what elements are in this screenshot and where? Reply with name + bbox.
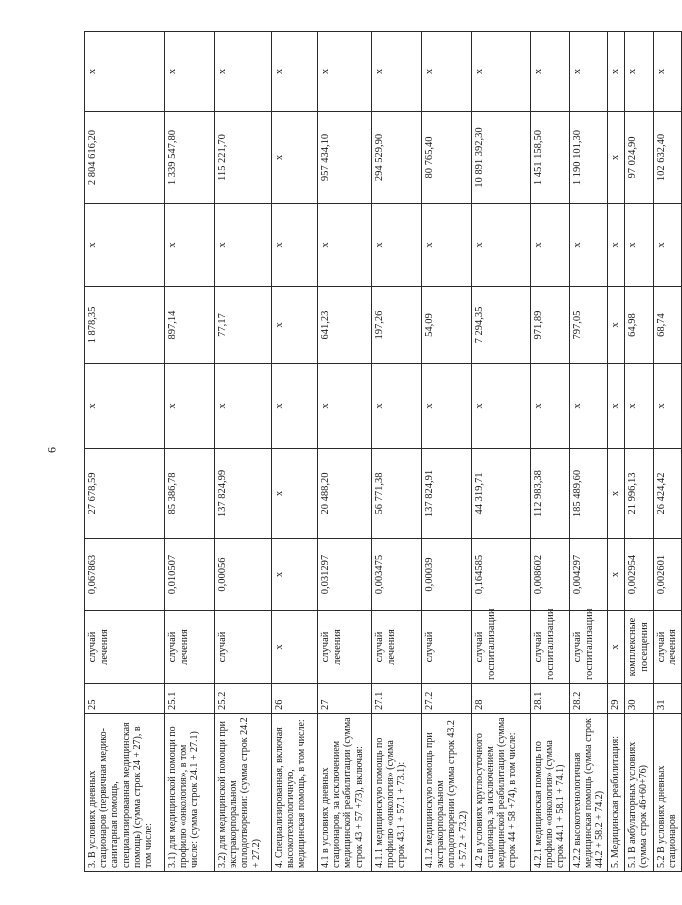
- column-6-cell: х: [85, 364, 165, 449]
- cost-cell: х: [608, 449, 625, 539]
- row-number-cell: 28: [471, 684, 530, 714]
- per-capita-cell: 797,05: [569, 287, 608, 364]
- row-number-cell: 27.1: [372, 684, 422, 714]
- column-8-cell: х: [530, 204, 569, 287]
- per-capita-cell: 54,09: [422, 287, 472, 364]
- volume-cell: 0,067863: [85, 539, 165, 611]
- table-row: [530, 32, 569, 872]
- unit-cell: случай госпитализации: [530, 611, 569, 684]
- row-number-cell: 27: [318, 684, 372, 714]
- row-number-cell: 25.1: [165, 684, 215, 714]
- column-6-cell: х: [165, 364, 215, 449]
- row-name-cell: 4.2.2 высокотехнологичная медицинская помощь (сумма строк 44.2 + 58.2 + 74.2): [569, 714, 608, 872]
- row-name-cell: 4.2 в условиях круглосуточного стационара, за исключением медицинской реабилитации (сумма строк 44 + 58 +74), в том числе:: [471, 714, 530, 872]
- row-name-cell: 3.1) для медицинской помощи по профилю «онкология», в том числе: (сумма строк 24.1 + 27.1): [165, 714, 215, 872]
- row-name-cell: 5. Медицинская реабилитация:: [608, 714, 625, 872]
- column-8-cell: х: [85, 204, 165, 287]
- table-row: [422, 32, 472, 872]
- cost-cell: 44 319,71: [471, 449, 530, 539]
- per-capita-cell: х: [272, 287, 318, 364]
- column-6-cell: х: [422, 364, 472, 449]
- column-8-cell: х: [165, 204, 215, 287]
- total-cell: 1 451 158,50: [530, 112, 569, 204]
- per-capita-cell: 641,23: [318, 287, 372, 364]
- table-row: [653, 32, 682, 872]
- cost-cell: 27 678,59: [85, 449, 165, 539]
- volume-cell: 0,002954: [625, 539, 654, 611]
- table-row: [471, 32, 530, 872]
- column-10-cell: х: [165, 32, 215, 112]
- unit-cell: случай лечения: [318, 611, 372, 684]
- table-row: [272, 32, 318, 872]
- table-row: [608, 32, 625, 872]
- column-8-cell: х: [608, 204, 625, 287]
- column-6-cell: х: [653, 364, 682, 449]
- unit-cell: х: [272, 611, 318, 684]
- volume-cell: 0,003475: [372, 539, 422, 611]
- column-8-cell: х: [318, 204, 372, 287]
- total-cell: х: [608, 112, 625, 204]
- column-6-cell: х: [625, 364, 654, 449]
- row-name-cell: 4.1 в условиях дневных стационаров, за исключением медицинской реабилитации (сумма строк 43 + 57 +73), включая:: [318, 714, 372, 872]
- per-capita-cell: 7 294,35: [471, 287, 530, 364]
- volume-cell: х: [272, 539, 318, 611]
- row-number-cell: 31: [653, 684, 682, 714]
- column-10-cell: х: [272, 32, 318, 112]
- total-cell: 1 339 547,80: [165, 112, 215, 204]
- table-row: [569, 32, 608, 872]
- total-cell: 10 891 392,30: [471, 112, 530, 204]
- total-cell: 1 190 101,30: [569, 112, 608, 204]
- column-8-cell: х: [653, 204, 682, 287]
- column-6-cell: х: [608, 364, 625, 449]
- unit-cell: случай лечения: [653, 611, 682, 684]
- unit-cell: случай лечения: [165, 611, 215, 684]
- total-cell: 294 529,90: [372, 112, 422, 204]
- column-10-cell: х: [372, 32, 422, 112]
- total-cell: 102 632,40: [653, 112, 682, 204]
- financing-table: [84, 31, 682, 872]
- column-6-cell: х: [318, 364, 372, 449]
- row-name-cell: 4. Специализированная, включая высокотехнологичную, медицинская помощь, в том числе:: [272, 714, 318, 872]
- per-capita-cell: 971,89: [530, 287, 569, 364]
- row-number-cell: 28.1: [530, 684, 569, 714]
- column-8-cell: х: [372, 204, 422, 287]
- page-number: 6: [44, 447, 59, 453]
- total-cell: 97 024,90: [625, 112, 654, 204]
- row-name-cell: 3.2) для медицинской помощи при экстракорпоральном оплодотворении: (сумма строк 24.2 + 27.2): [215, 714, 272, 872]
- column-8-cell: х: [569, 204, 608, 287]
- column-8-cell: х: [422, 204, 472, 287]
- row-number-cell: 27.2: [422, 684, 472, 714]
- column-10-cell: х: [85, 32, 165, 112]
- row-number-cell: 30: [625, 684, 654, 714]
- total-cell: 957 434,10: [318, 112, 372, 204]
- column-10-cell: х: [215, 32, 272, 112]
- row-number-cell: 28.2: [569, 684, 608, 714]
- per-capita-cell: 897,14: [165, 287, 215, 364]
- cost-cell: 137 824,99: [215, 449, 272, 539]
- row-name-cell: 4.1.2 медицинскую помощь при экстракорпоральном оплодотворении (сумма строк 43.2 + 57.2 + 73.2): [422, 714, 472, 872]
- row-name-cell: 5.1 В амбулаторных условиях (сумма строк 46+60+76): [625, 714, 654, 872]
- row-number-cell: 25.2: [215, 684, 272, 714]
- volume-cell: 0,031297: [318, 539, 372, 611]
- unit-cell: случай: [422, 611, 472, 684]
- row-name-cell: 3. В условиях дневных стационаров (первичная медико-санитарная помощь, специализированная медицинская помощь) (сумма строк 24 + 27), в том числе:: [85, 714, 165, 872]
- column-10-cell: х: [569, 32, 608, 112]
- row-number-cell: 25: [85, 684, 165, 714]
- volume-cell: 0,008602: [530, 539, 569, 611]
- column-8-cell: х: [215, 204, 272, 287]
- unit-cell: случай лечения: [372, 611, 422, 684]
- per-capita-cell: х: [608, 287, 625, 364]
- column-6-cell: х: [530, 364, 569, 449]
- cost-cell: 56 771,38: [372, 449, 422, 539]
- column-8-cell: х: [272, 204, 318, 287]
- column-10-cell: х: [318, 32, 372, 112]
- volume-cell: 0,00056: [215, 539, 272, 611]
- table-row: [318, 32, 372, 872]
- rotated-table-container: [84, 32, 679, 872]
- cost-cell: 21 996,13: [625, 449, 654, 539]
- total-cell: 2 804 616,20: [85, 112, 165, 204]
- cost-cell: 185 489,60: [569, 449, 608, 539]
- table-row: [372, 32, 422, 872]
- total-cell: 80 765,40: [422, 112, 472, 204]
- per-capita-cell: 64,98: [625, 287, 654, 364]
- column-6-cell: х: [471, 364, 530, 449]
- per-capita-cell: 197,26: [372, 287, 422, 364]
- table-row: [625, 32, 654, 872]
- cost-cell: х: [272, 449, 318, 539]
- cost-cell: 26 424,42: [653, 449, 682, 539]
- column-6-cell: х: [569, 364, 608, 449]
- table-row: [215, 32, 272, 872]
- column-10-cell: х: [471, 32, 530, 112]
- per-capita-cell: 1 878,35: [85, 287, 165, 364]
- per-capita-cell: 68,74: [653, 287, 682, 364]
- cost-cell: 85 386,78: [165, 449, 215, 539]
- row-number-cell: 29: [608, 684, 625, 714]
- column-8-cell: х: [625, 204, 654, 287]
- row-number-cell: 26: [272, 684, 318, 714]
- unit-cell: случай лечения: [85, 611, 165, 684]
- column-10-cell: х: [422, 32, 472, 112]
- column-10-cell: х: [608, 32, 625, 112]
- column-10-cell: х: [653, 32, 682, 112]
- volume-cell: 0,164585: [471, 539, 530, 611]
- column-6-cell: х: [272, 364, 318, 449]
- column-6-cell: х: [215, 364, 272, 449]
- total-cell: 115 221,70: [215, 112, 272, 204]
- per-capita-cell: 77,17: [215, 287, 272, 364]
- volume-cell: 0,004297: [569, 539, 608, 611]
- column-8-cell: х: [471, 204, 530, 287]
- table-row: [85, 32, 165, 872]
- unit-cell: случай госпитализации: [471, 611, 530, 684]
- row-name-cell: 4.2.1 медицинская помощь по профилю «онкология» (сумма строк 44.1 + 58.1 + 74.1): [530, 714, 569, 872]
- total-cell: х: [272, 112, 318, 204]
- row-name-cell: 4.1.1 медицинскую помощь по профилю «онкология» (сумма строк 43.1 + 57.1 + 73.1):: [372, 714, 422, 872]
- volume-cell: 0,00039: [422, 539, 472, 611]
- unit-cell: случай госпитализации: [569, 611, 608, 684]
- volume-cell: х: [608, 539, 625, 611]
- volume-cell: 0,010507: [165, 539, 215, 611]
- table-row: [165, 32, 215, 872]
- column-6-cell: х: [372, 364, 422, 449]
- volume-cell: 0,002601: [653, 539, 682, 611]
- unit-cell: случай: [215, 611, 272, 684]
- cost-cell: 112 983,38: [530, 449, 569, 539]
- row-name-cell: 5.2 В условиях дневных стационаров: [653, 714, 682, 872]
- column-10-cell: х: [530, 32, 569, 112]
- unit-cell: комплексные посещения: [625, 611, 654, 684]
- unit-cell: х: [608, 611, 625, 684]
- column-10-cell: х: [625, 32, 654, 112]
- cost-cell: 20 488,20: [318, 449, 372, 539]
- cost-cell: 137 824,91: [422, 449, 472, 539]
